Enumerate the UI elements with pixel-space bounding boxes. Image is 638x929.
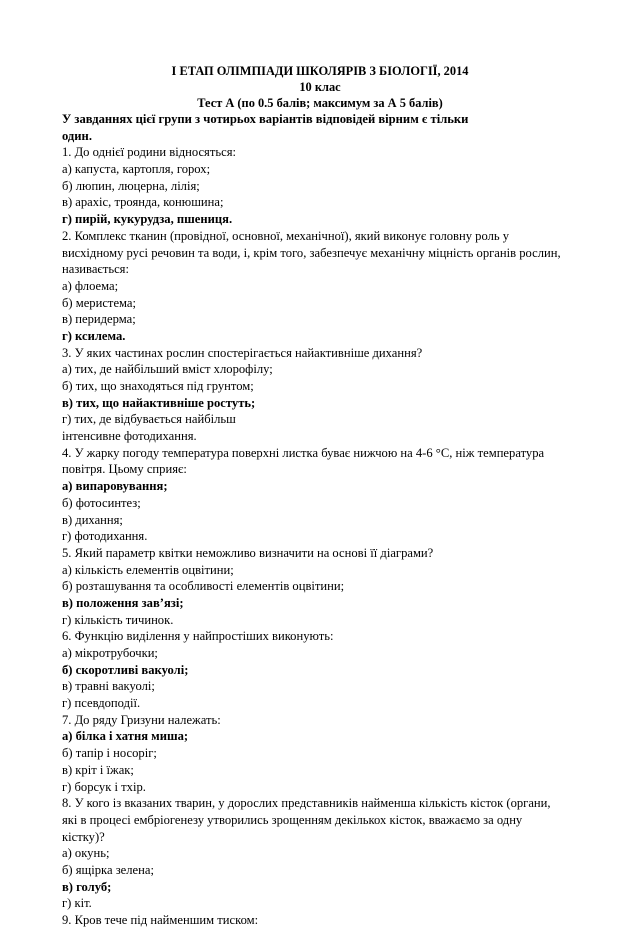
text-line: в) арахіс, троянда, конюшина;	[62, 195, 224, 210]
text-line: г) кількість тичинок.	[62, 612, 174, 627]
answer-line-correct: а) випаровування;	[62, 479, 168, 494]
text-line: інтенсивне фотодихання.	[62, 429, 197, 444]
text-line: г) псевдоподії.	[62, 696, 141, 711]
text-line: 7. До ряду Гризуни належать:	[62, 712, 221, 727]
text-line: 1. До однієї родини відносяться:	[62, 145, 236, 160]
text-line: б) розташування та особливості елементів оцвітини;	[62, 579, 345, 594]
text-line: г) тих, де відбувається найбільш	[62, 412, 236, 427]
text-line: б) люпин, люцерна, лілія;	[62, 178, 200, 193]
text-line: 4. У жарку погоду температура поверхні листка буває нижчою на 4-6 °С, ніж температура	[62, 445, 545, 460]
text-line: 8. У кого із вказаних тварин, у дорослих представників найменша кількість кісток (органи,	[62, 796, 551, 811]
answer-line-correct: а) білка і хатня миша;	[62, 729, 189, 744]
document-body	[62, 111, 582, 929]
text-line: повітря. Цьому сприяє:	[62, 462, 187, 477]
text-line: б) тих, що знаходяться під грунтом;	[62, 379, 254, 393]
text-line: г) кіт.	[62, 896, 92, 911]
text-line: 6. Функцію виділення у найпростіших виконують:	[62, 629, 334, 644]
text-line: а) окунь;	[62, 846, 110, 861]
document-header	[60, 63, 580, 111]
text-line: називається:	[62, 262, 129, 277]
text-line: б) тапір і носоріг;	[62, 746, 157, 761]
text-line: г) фотодихання.	[62, 529, 148, 544]
answer-line-correct: г) пирій, кукурудза, пшениця.	[62, 212, 233, 227]
answer-line-correct: один.	[62, 128, 92, 143]
text-line: а) кількість елементів оцвітини;	[62, 562, 234, 577]
answer-line-correct: в) положення зав’язі;	[62, 595, 184, 610]
olympiad-title: І ЕТАП ОЛІМПІАДИ ШКОЛЯРІВ З БІОЛОГІЇ, 2014	[171, 64, 469, 78]
text-line: 5. Який параметр квітки неможливо визначити на основі її діаграми?	[62, 545, 434, 560]
answer-line-correct: б) скоротливі вакуолі;	[62, 662, 189, 677]
text-line: в) кріт і їжак;	[62, 762, 134, 777]
text-line: а) флоема;	[62, 278, 119, 293]
text-line: в) травні вакуолі;	[62, 679, 155, 694]
answer-line-correct: в) тих, що найактивніше ростуть;	[62, 395, 256, 410]
text-line: кістку)?	[62, 829, 105, 844]
text-line: а) тих, де найбільший вміст хлорофілу;	[62, 362, 273, 377]
text-line: в) перидерма;	[62, 312, 136, 327]
test-section-title: Тест А (по 0.5 балів; максимум за А 5 балів)	[197, 96, 443, 110]
text-line: б) фотосинтез;	[62, 495, 141, 510]
text-line: 2. Комплекс тканин (провідної, основної, механічної), який виконує головну роль у	[62, 228, 510, 243]
text-line: а) мікротрубочки;	[62, 646, 158, 660]
text-line: 3. У яких частинах рослин спостерігається найактивніше дихання?	[62, 345, 423, 360]
answer-line-correct: в) голуб;	[62, 879, 112, 894]
text-line: б) меристема;	[62, 295, 137, 310]
text-line: б) ящірка зелена;	[62, 862, 154, 877]
text-line: висхідному русі речовин та води, і, крім того, забезпечує механічну міцність органів рослин,	[62, 245, 561, 260]
text-line: г) борсук і тхір.	[62, 779, 146, 794]
text-line: в) дихання;	[62, 512, 123, 527]
answer-line-correct: г) ксилема.	[62, 328, 126, 343]
text-line: 9. Кров тече під найменшим тиском:	[62, 913, 259, 927]
text-line: а) капуста, картопля, горох;	[62, 162, 211, 177]
grade-label: 10 клас	[299, 80, 341, 94]
text-line: які в процесі ембріогенезу утворились зрощенням декількох кісток, вважаємо за одну	[62, 812, 523, 827]
answer-line-correct: У завданнях цієї групи з чотирьох варіантів відповідей вірним є тільки	[62, 112, 469, 126]
